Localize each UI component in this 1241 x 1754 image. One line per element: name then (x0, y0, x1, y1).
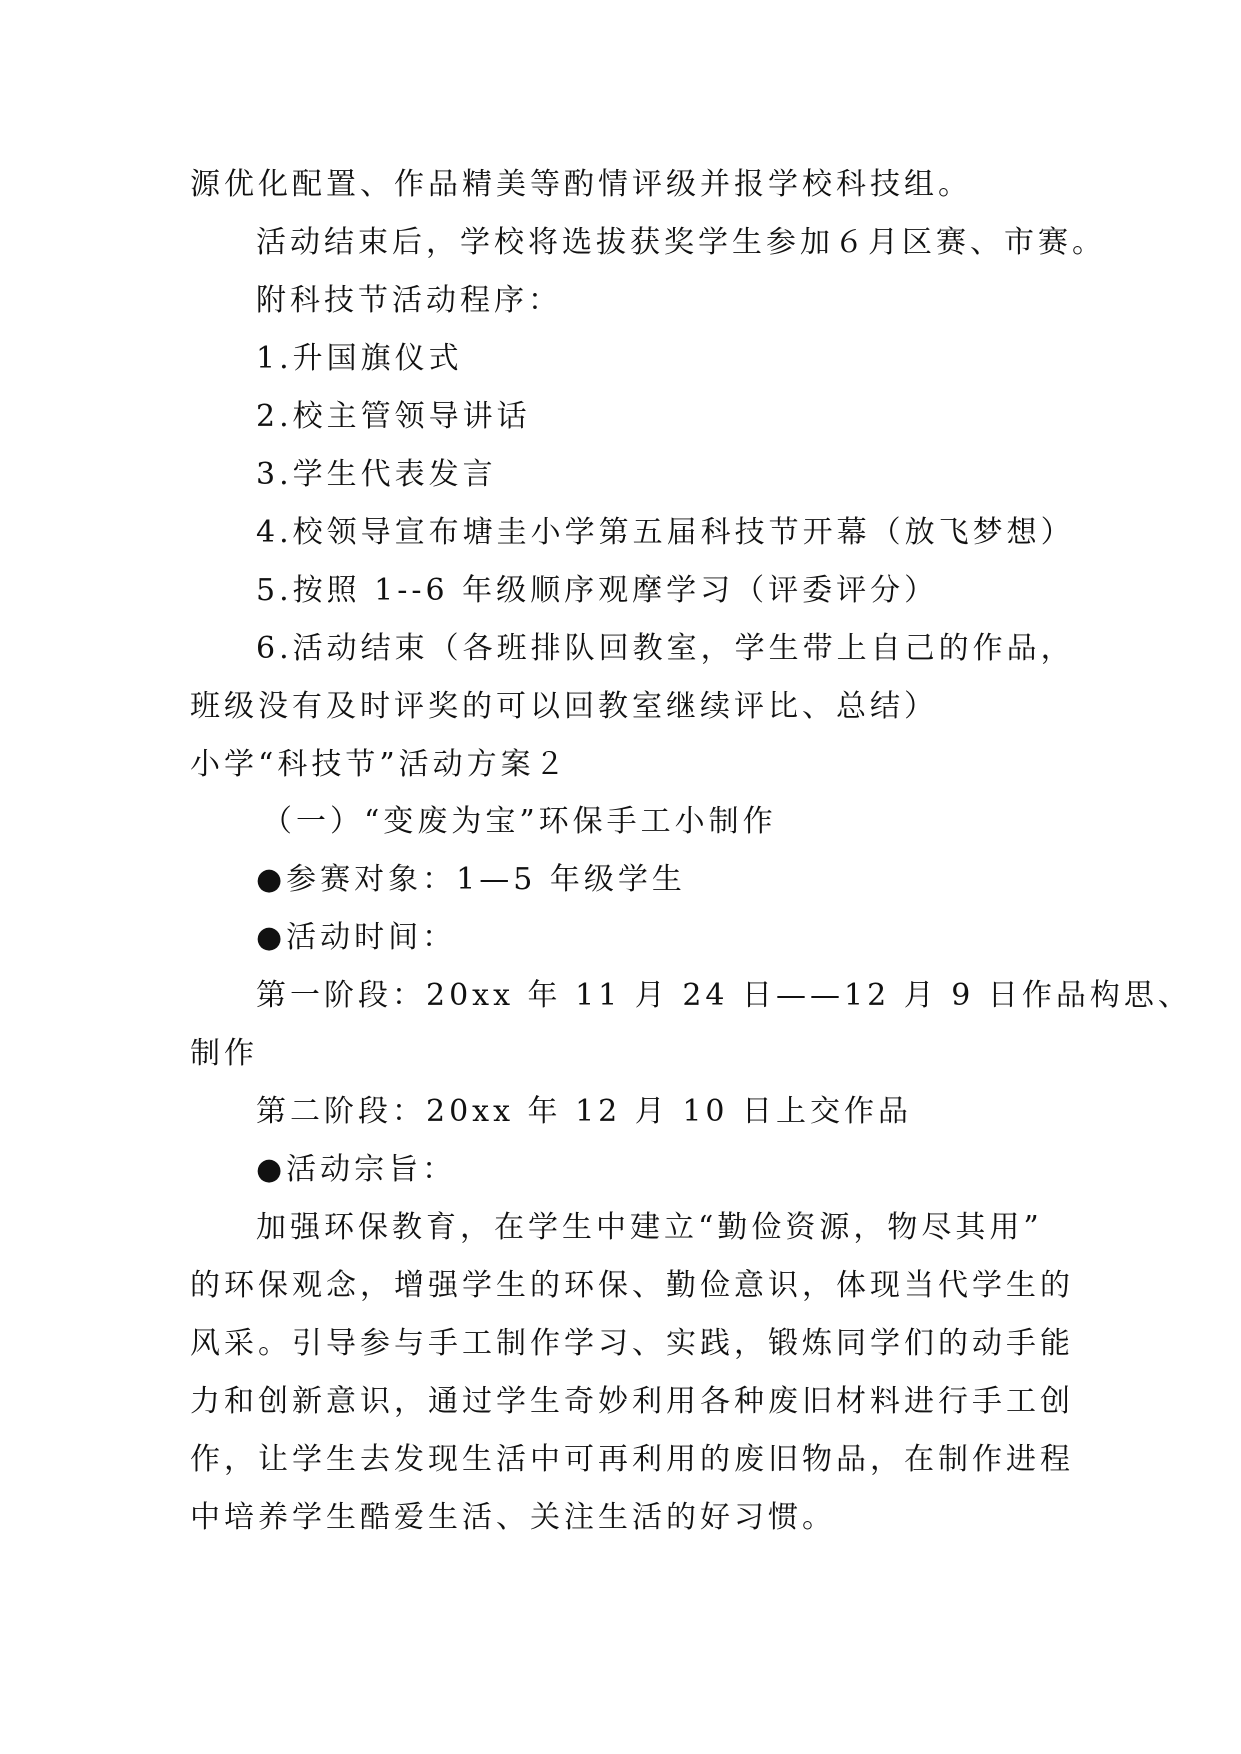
text-line: ●活动时间： (256, 920, 457, 955)
text-line: ●活动宗旨： (256, 1152, 457, 1187)
subsection-heading: （一）“变废为宝”环保手工小制作 (262, 804, 777, 839)
text-line: 源优化配置、作品精美等酌情评级并报学校科技组。 (190, 167, 972, 202)
text-line: 附科技节活动程序： (256, 283, 562, 318)
list-item: 6.活动结束（各班排队回教室，学生带上自己的作品， (256, 631, 1075, 666)
text-line: 中培养学生酷爱生活、关注生活的好习惯。 (190, 1500, 836, 1535)
section-heading: 小学“科技节”活动方案２ (190, 747, 569, 782)
text-line: 制作 (190, 1036, 258, 1071)
text-line: 第一阶段：20xx 年 11 月 24 日——12 月 9 日作品构思、 (256, 978, 1192, 1013)
list-item: 5.按照 1--6 年级顺序观摩学习（评委评分） (256, 573, 939, 608)
text-line: 的环保观念，增强学生的环保、勤俭意识，体现当代学生的 (190, 1268, 1074, 1303)
list-item: 4.校领导宣布塘圭小学第五届科技节开幕（放飞梦想） (256, 515, 1075, 550)
text-line: 第二阶段：20xx 年 12 月 10 日上交作品 (256, 1094, 913, 1129)
text-line: ●参赛对象：1—5 年级学生 (256, 862, 686, 897)
text-line: 活动结束后，学校将选拔获奖学生参加６月区赛、市赛。 (256, 225, 1106, 260)
text-line: 作，让学生去发现生活中可再利用的废旧物品，在制作进程 (190, 1442, 1074, 1477)
text-line: 班级没有及时评奖的可以回教室继续评比、总结） (190, 689, 938, 724)
text-line: 力和创新意识，通过学生奇妙利用各种废旧材料进行手工创 (190, 1384, 1074, 1419)
list-item: 1.升国旗仪式 (256, 341, 463, 376)
text-line: 加强环保教育，在学生中建立“勤俭资源，物尽其用” (256, 1210, 1043, 1245)
list-item: 3.学生代表发言 (256, 457, 497, 492)
list-item: 2.校主管领导讲话 (256, 399, 531, 434)
text-line: 风采。引导参与手工制作学习、实践，锻炼同学们的动手能 (190, 1326, 1074, 1361)
